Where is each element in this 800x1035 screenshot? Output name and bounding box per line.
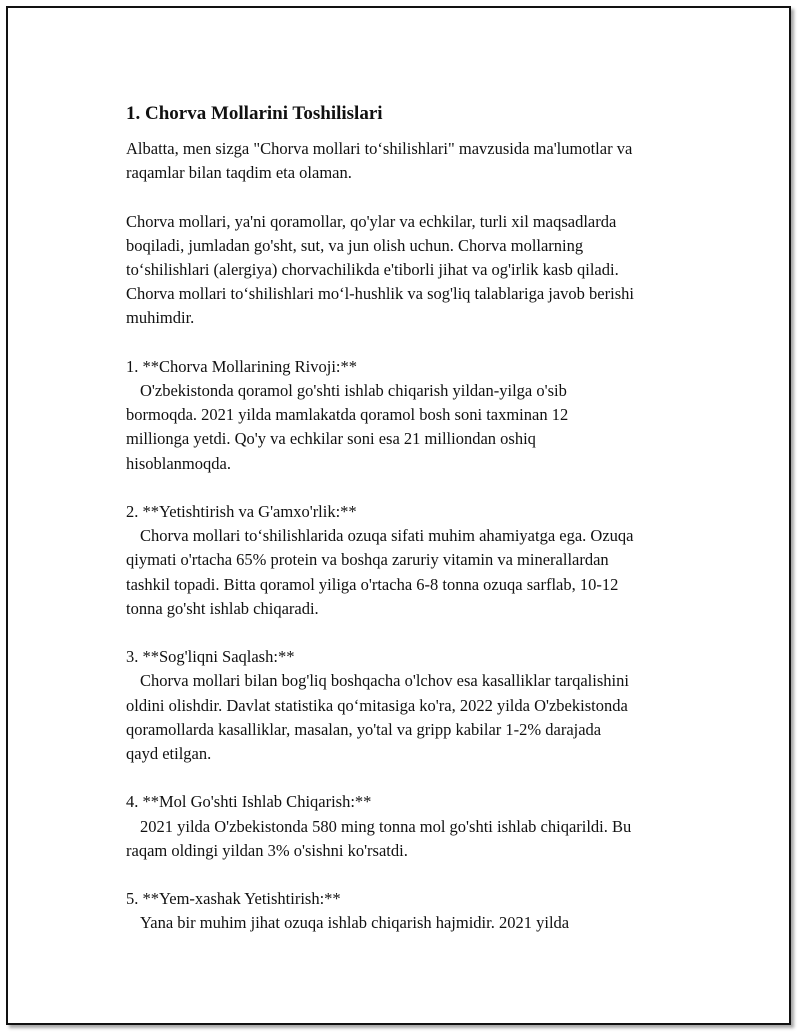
page-frame [6, 6, 791, 1025]
item-heading: 4. **Mol Go'shti Ishlab Chiqarish:** [126, 792, 372, 812]
item-heading: 5. **Yem-xashak Yetishtirish:** [126, 889, 341, 909]
list-item [126, 887, 726, 935]
list-item [126, 500, 726, 621]
overview-paragraph: Chorva mollari, ya'ni qoramollar, qo'ylar va echkilar, turli xil maqsadlarda boqiladi, jumladan go'sht, sut, va jun olish uchun. Chorva mollarning to‘shilishlari (alergiya) chorvachilikda e'tiborli jihat va og'irlik kasb qiladi. Chorva mollari to‘shilishlari mo‘l-hushlik va sog'liq talablariga javob berishi muhimdir. [126, 211, 634, 328]
list-item [126, 645, 726, 766]
page-title: 1. Chorva Mollarini Toshilislari [126, 103, 383, 124]
item-body: Yana bir muhim jihat ozuqa ishlab chiqarish hajmidir. 2021 yilda [140, 913, 570, 933]
list-item [126, 790, 726, 863]
item-body: Chorva mollari bilan bog'liq boshqacha o'lchov esa kasalliklar tarqalishini oldini olishdir. Davlat statistika qo‘mitasiga ko'ra, 2022 yilda O'zbekistonda qoramollarda kasalliklar, masalan, yo'tal va gripp kabilar 1-2% darajada qayd etilgan. [126, 671, 629, 764]
document-content [126, 101, 726, 936]
item-heading: 1. **Chorva Mollarining Rivoji:** [126, 356, 357, 376]
item-body: Chorva mollari to‘shilishlarida ozuqa sifati muhim ahamiyatga ega. Ozuqa qiymati o'rtacha 65% protein va boshqa zaruriy vitamin va minerallardan tashkil topadi. Bitta qoramol yiliga o'rtacha 6-8 tonna ozuqa sarflab, 10-12 tonna go'sht ishlab chiqaradi. [126, 526, 634, 618]
item-body: O'zbekistonda qoramol go'shti ishlab chiqarish yildan-yilga o'sib bormoqda. 2021 yilda mamlakatda qoramol bosh soni taxminan 12 millionga yetdi. Qo'y va echkilar soni esa 21 milliondan oshiq hisoblanmoqda. [126, 381, 569, 473]
intro-paragraph: Albatta, men sizga "Chorva mollari to‘shilishlari" mavzusida ma'lumotlar va raqamlar bilan taqdim eta olaman. [126, 139, 633, 183]
list-item [126, 355, 726, 476]
item-heading: 2. **Yetishtirish va G'amxo'rlik:** [126, 502, 357, 521]
item-body: 2021 yilda O'zbekistonda 580 ming tonna mol go'shti ishlab chiqarildi. Bu raqam oldingi yildan 3% o'sishni ko'rsatdi. [126, 816, 632, 860]
item-heading: 3. **Sog'liqni Saqlash:** [126, 647, 295, 667]
